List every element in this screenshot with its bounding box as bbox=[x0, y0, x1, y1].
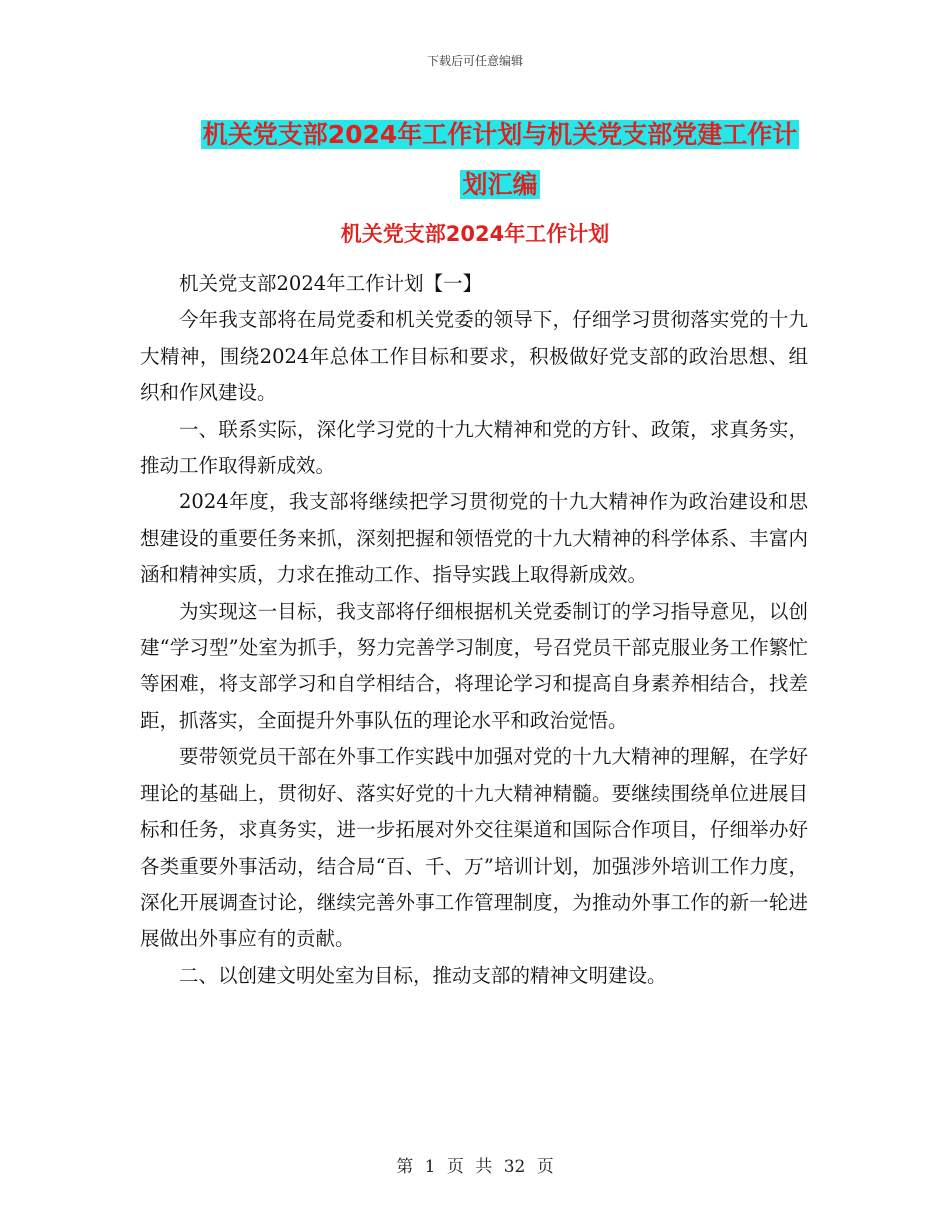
section-title: 机关党支部2024年工作计划 bbox=[340, 222, 610, 246]
paragraph-intro: 今年我支部将在局党委和机关党委的领导下，仔细学习贯彻落实党的十九大精神，围绕2024年总体工作目标和要求，积极做好党支部的政治思想、组织和作风建设。 bbox=[140, 308, 808, 405]
paragraph-goal: 为实现这一目标，我支部将仔细根据机关党委制订的学习指导意见，以创建“学习型”处室为抓手，努力完善学习制度，号召党员干部克服业务工作繁忙等困难，将支部学习和自学相结合，将理论学习和提高自身素养相结合，找差距，抓落实，全面提升外事队伍的理论水平和政治觉悟。 bbox=[140, 599, 808, 732]
paragraph-2024: 2024年度，我支部将继续把学习贯彻党的十九大精神作为政治建设和思想建设的重要任务来抓，深刻把握和领悟党的十九大精神的科学体系、丰富内涵和精神实质，力求在推动工作、指导实践上取得新成效。 bbox=[140, 490, 808, 587]
paragraph-point-two: 二、以创建文明处室为目标，推动支部的精神文明建设。 bbox=[179, 963, 667, 987]
document-title-line-2: 划汇编 bbox=[462, 170, 538, 199]
document-body bbox=[140, 266, 808, 994]
document-title bbox=[140, 110, 860, 210]
paragraph-subheading: 机关党支部2024年工作计划【一】 bbox=[179, 272, 483, 295]
page-header-note: 下载后可任意编辑 bbox=[426, 54, 523, 68]
paragraph-point-one: 一、联系实际，深化学习党的十九大精神和党的方针、政策，求真务实，推动工作取得新成效。 bbox=[140, 417, 808, 478]
paragraph-practice: 要带领党员干部在外事工作实践中加强对党的十九大精神的理解，在学好理论的基础上，贯彻好、落实好党的十九大精神精髓。要继续围绕单位进展目标和任务，求真务实，进一步拓展对外交往渠道和国际合作项目，仔细举办好各类重要外事活动，结合局“百、千、万”培训计划，加强涉外培训工作力度，深化开展调查讨论，继续完善外事工作管理制度，为推动外事工作的新一轮进展做出外事应有的贡献。 bbox=[140, 745, 808, 951]
document-title-line-1: 机关党支部2024年工作计划与机关党支部党建工作计 bbox=[202, 120, 798, 149]
page-number: 第 1 页 共 32 页 bbox=[396, 1157, 554, 1177]
